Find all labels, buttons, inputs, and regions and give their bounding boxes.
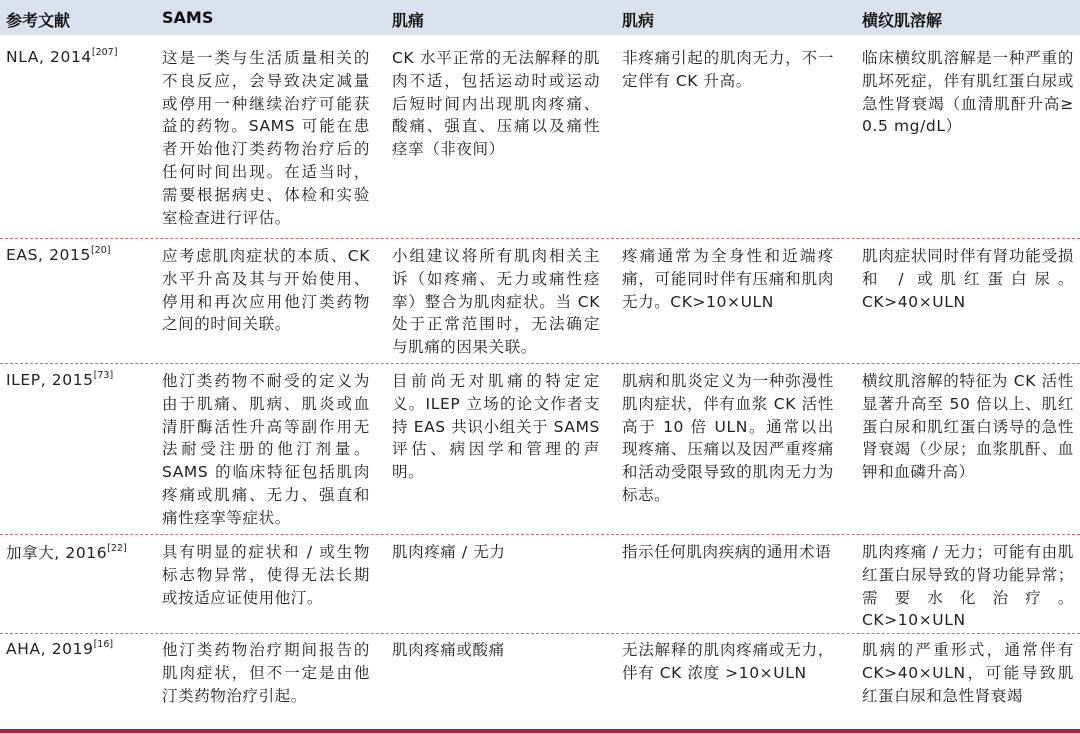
header-myalgia: 肌痛 [392,11,425,30]
table-cell-rhabdomyolysis: 肌肉疼痛 / 无力；可能有由肌红蛋白尿导致的肾功能异常；需要水化治疗。CK>10×ULN [862,543,1074,630]
header-ref: 参考文献 [6,11,71,30]
table-cell-sams: 具有明显的症状和 / 或生物标志物异常，使得无法长期或按适应证使用他汀。 [162,543,370,607]
table-cell-myalgia: 肌肉疼痛 / 无力 [392,543,506,561]
row-divider [0,534,1080,535]
row-divider [0,363,1080,364]
header-sams: SAMS [162,8,214,27]
table-cell-myalgia: 目前尚无对肌痛的特定定义。ILEP 立场的论文作者支持 EAS 共识小组关于 SAMS 评估、病因学和管理的声明。 [392,372,600,482]
table-row-ref: EAS, 2015[20] [6,245,111,264]
table-cell-myopathy: 肌病和肌炎定义为一种弥漫性肌肉症状，伴有血浆 CK 活性高于 10 倍 ULN。通常以出现疼痛、压痛以及因严重疼痛和活动受限导致的肌肉无力为标志。 [622,372,834,504]
header-rhabdomyolysis: 横纹肌溶解 [862,11,943,30]
table-row-ref: AHA, 2019[16] [6,639,114,658]
table-cell-myopathy: 指示任何肌肉疾病的通用术语 [622,543,832,561]
table-cell-sams: 这是一类与生活质量相关的不良反应，会导致决定减量或停用一种继续治疗可能获益的药物。SAMS 可能在患者开始他汀类药物治疗后的任何时间出现。在适当时，需要根据病史、体检和实验室检查进行评估。 [162,49,370,227]
table-cell-myopathy: 非疼痛引起的肌肉无力，不一定伴有 CK 升高。 [622,49,834,90]
row-divider [0,238,1080,239]
table-cell-sams: 他汀类药物治疗期间报告的肌肉症状，但不一定是由他汀类药物治疗引起。 [162,641,370,705]
table-cell-rhabdomyolysis: 横纹肌溶解的特征为 CK 活性显著升高至 50 倍以上、肌红蛋白尿和肌红蛋白诱导的急性肾衰竭（少尿；血浆肌酐、血钾和血磷升高） [862,372,1074,482]
table-cell-myalgia: CK 水平正常的无法解释的肌肉不适，包括运动时或运动后短时间内出现肌肉疼痛、酸痛、强直、压痛以及痛性痉挛（非夜间） [392,49,600,159]
table-cell-rhabdomyolysis: 临床横纹肌溶解是一种严重的肌坏死症，伴有肌红蛋白尿或急性肾衰竭（血清肌酐升高≥ 0.5 mg/dL） [862,49,1074,136]
table-cell-rhabdomyolysis: 肌肉症状同时伴有肾功能受损和 / 或肌红蛋白尿。CK>40×ULN [862,247,1074,311]
table-cell-myopathy: 疼痛通常为全身性和近端疼痛，可能同时伴有压痛和肌肉无力。CK>10×ULN [622,247,834,311]
table-row-ref: 加拿大, 2016[22] [6,543,127,562]
header-myopathy: 肌病 [622,11,655,30]
row-divider [0,633,1080,634]
table-cell-sams: 他汀类药物不耐受的定义为由于肌痛、肌病、肌炎或血清肝酶活性升高等副作用无法耐受注册的他汀剂量。SAMS 的临床特征包括肌肉疼痛或肌痛、无力、强直和痛性痉挛等症状。 [162,372,370,527]
table-cell-sams: 应考虑肌肉症状的本质、CK 水平升高及其与开始使用、停用和再次应用他汀类药物之间的时间关联。 [162,247,370,334]
table-cell-myalgia: 肌肉疼痛或酸痛 [392,641,505,659]
table-cell-rhabdomyolysis: 肌病的严重形式，通常伴有 CK>40×ULN，可能导致肌红蛋白尿和急性肾衰竭 [862,641,1074,705]
table-row-ref: ILEP, 2015[73] [6,370,114,389]
table-cell-myopathy: 无法解释的肌肉疼痛或无力，伴有 CK 浓度 >10×ULN [622,641,834,682]
table-row-ref: NLA, 2014[207] [6,47,118,66]
table-cell-myalgia: 小组建议将所有肌肉相关主诉（如疼痛、无力或痛性痉挛）整合为肌肉症状。当 CK 处于正常范围时，无法确定与肌痛的因果关联。 [392,247,600,357]
table-bottom-rule [0,729,1080,733]
